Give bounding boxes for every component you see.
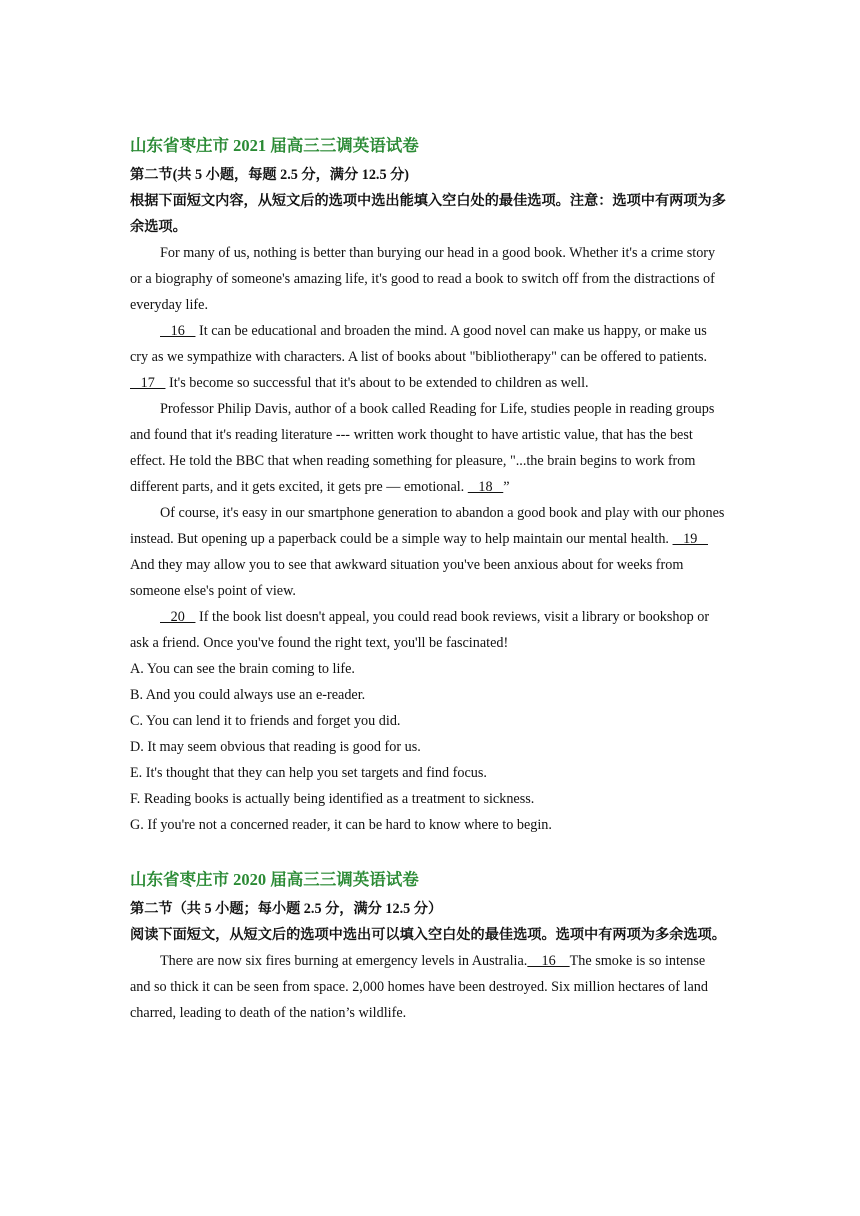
blank-19: 19 [672,531,708,547]
passage-2-paragraph-1-text-a: There are now six fires burning at emergency levels in Australia. [160,953,528,969]
blank-17: 17 [130,375,166,391]
blank-18: 18 [467,479,504,495]
document-page [130,134,728,1026]
paragraph-4-text-b: And they may allow you to see that awkward situation you've been anxious about for weeks from someone else's point of view. [130,557,684,599]
option-a: A. You can see the brain coming to life. [130,661,355,677]
section-2-instruction: 阅读下面短文，从短文后的选项中选出可以填入空白处的最佳选项。选项中有两项为多余选项。 [130,927,726,943]
passage-2-paragraph-1 [130,948,728,1026]
paragraph-3-text-a: Professor Philip Davis, author of a book called Reading for Life, studies people in reading groups and found that it's reading literature --- written work thought to have artistic value, that has the best effect. He told the BBC that when reading something for pleasure, "...the brain begins to work from different parts, and it gets excited, it gets pre — emotional. [130,401,715,495]
blank-16: 16 [160,323,196,339]
passage-2-paragraph-1-text-b: The smoke is so intense and so thick it can be seen from space. 2,000 homes have been destroyed. Six million hectares of land charred, leading to death of the nation’s wildlife. [130,953,708,1021]
section-2-subheading: 第二节（共 5 小题；每小题 2.5 分，满分 12.5 分） [130,901,443,917]
option-f: F. Reading books is actually being identified as a treatment to sickness. [130,791,535,807]
passage-2-blank-16: 16 [527,953,570,969]
passage-paragraph-1: For many of us, nothing is better than burying our head in a good book. Whether it's a crime story or a biography of someone's amazing life, it's good to read a book to switch off from the distractions of everyday life. [130,245,716,313]
paragraph-4-text-a: Of course, it's easy in our smartphone generation to abandon a good book and play with our phones instead. But opening up a paperback could be a simple way to help maintain our mental health. [130,505,725,547]
paragraph-2-text-b: It's become so successful that it's about to be extended to children as well. [165,375,589,391]
section-1-subheading: 第二节(共 5 小题，每题 2.5 分，满分 12.5 分) [130,167,410,183]
section-1-title: 山东省枣庄市 2021 届高三三调英语试卷 [130,136,419,155]
option-c: C. You can lend it to friends and forget you did. [130,713,401,729]
option-g: G. If you're not a concerned reader, it can be hard to know where to begin. [130,817,552,833]
paragraph-2-text-a: It can be educational and broaden the mind. A good novel can make us happy, or make us cry as we sympathize with characters. A list of books about "bibliotherapy" can be offered to patients. [130,323,708,365]
passage-paragraph-4 [130,500,728,604]
paragraph-3-text-b: ” [503,479,510,495]
option-b: B. And you could always use an e-reader. [130,687,366,703]
section-1-instruction: 根据下面短文内容，从短文后的选项中选出能填入空白处的最佳选项。注意：选项中有两项为多余选项。 [130,193,726,235]
paragraph-5-text: If the book list doesn't appeal, you could read book reviews, visit a library or bookshop or ask a friend. Once you've found the right text, you'll be fascinated! [130,609,710,651]
option-d: D. It may seem obvious that reading is good for us. [130,739,421,755]
passage-paragraph-5 [130,604,728,656]
passage-paragraph-2 [130,318,728,396]
section-2-title: 山东省枣庄市 2020 届高三三调英语试卷 [130,870,419,889]
blank-20: 20 [160,609,196,625]
option-e: E. It's thought that they can help you set targets and find focus. [130,765,487,781]
section-spacer [130,838,728,868]
passage-paragraph-3 [130,396,728,500]
